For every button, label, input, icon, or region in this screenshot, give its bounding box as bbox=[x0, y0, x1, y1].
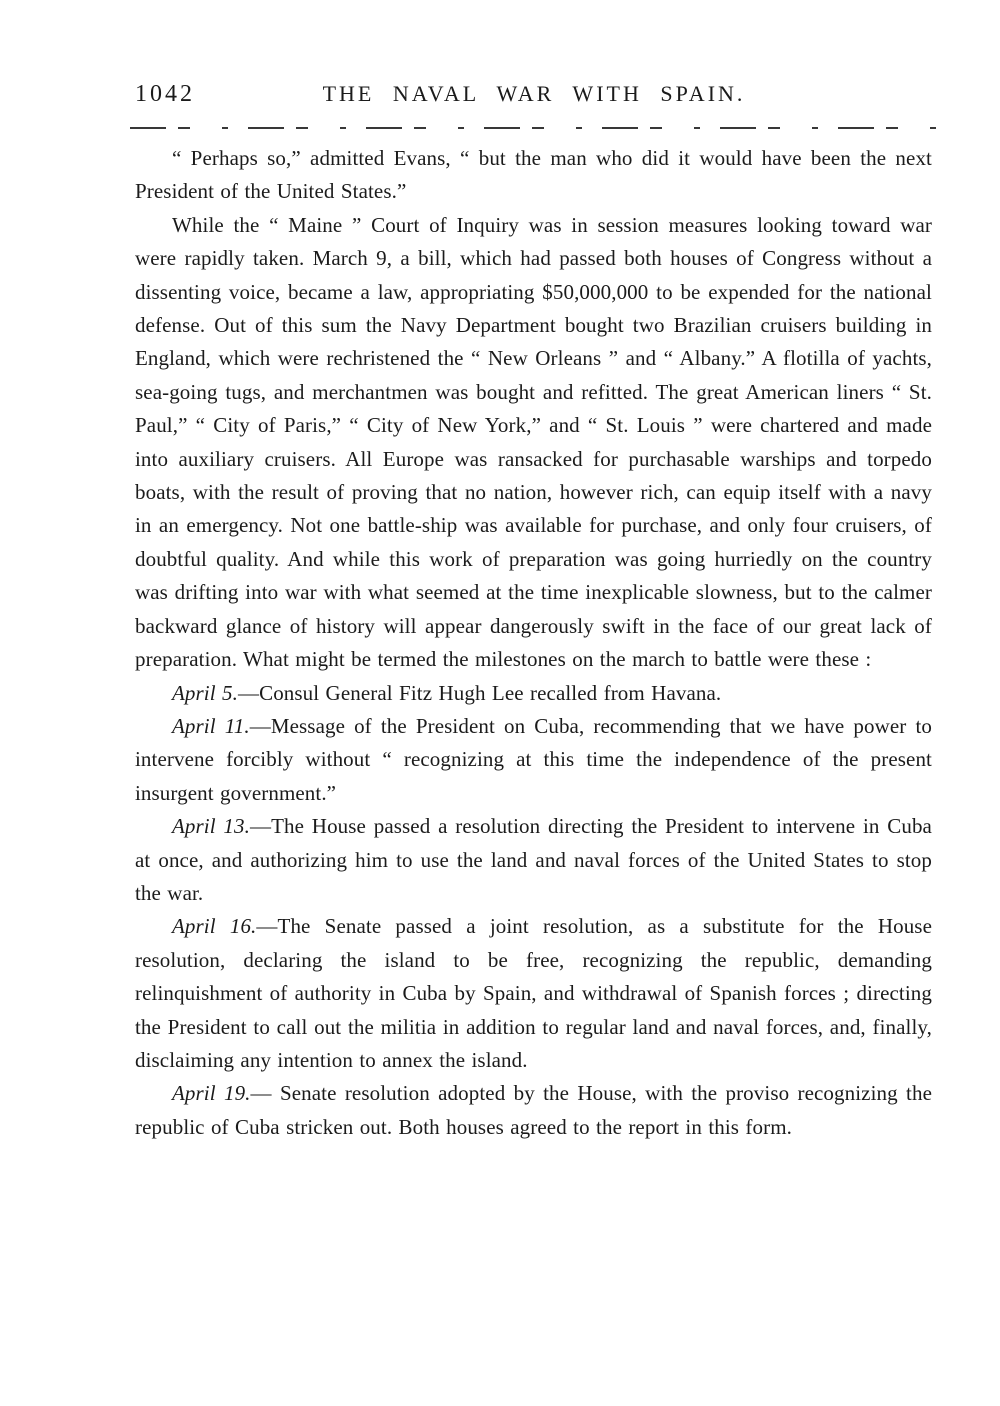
paragraph-milestone bbox=[135, 810, 932, 910]
paragraph-text: “ Perhaps so,” admitted Evans, “ but the man who did it would have been the next President of the United States.” bbox=[135, 146, 932, 204]
page-body bbox=[135, 142, 932, 1144]
paragraph bbox=[135, 209, 932, 677]
date-lead: April 13. bbox=[172, 814, 250, 839]
paragraph-milestone bbox=[135, 710, 932, 810]
paragraph bbox=[135, 142, 932, 209]
paragraph-text: —The Senate passed a joint resolution, as a substitute for the House resolution, declaring the island to be free, recognizing the republic, demanding relinquishment of authority in Cuba by Spain, and withdrawal of Spanish forces ; directing the President to call out the militia in addition to regular land and naval forces, and, finally, disclaiming any intention to annex the island. bbox=[135, 914, 933, 1072]
page-header bbox=[135, 78, 933, 112]
paragraph-text: —Message of the President on Cuba, recommending that we have power to intervene forcibly without “ recognizing at this time the independence of the present insurgent government.” bbox=[135, 713, 932, 805]
page-number: 1042 bbox=[135, 81, 195, 107]
date-lead: April 5. bbox=[172, 680, 238, 705]
paragraph-text: — Senate resolution adopted by the House, with the proviso recognizing the republic of Cuba stricken out. Both houses agreed to the report in this form. bbox=[135, 1081, 932, 1139]
date-lead: April 19. bbox=[172, 1081, 251, 1106]
running-head: THE NAVAL WAR WITH SPAIN. bbox=[322, 81, 746, 106]
paragraph-milestone bbox=[135, 677, 932, 710]
paragraph-text: —The House passed a resolution directing the President to intervene in Cuba at once, and authorizing him to use the land and naval forces of the United States to stop the war. bbox=[135, 814, 932, 905]
paragraph-milestone bbox=[135, 910, 932, 1077]
paragraph-text: —Consul General Fitz Hugh Lee recalled from Havana. bbox=[237, 680, 722, 705]
paragraph-text: While the “ Maine ” Court of Inquiry was in session measures looking toward war were rapidly taken. March 9, a bill, which had passed both houses of Congress without a dissenting voice, became a law, appropriating $50,000,000 to be expended for the national defense. Out of this sum the Navy Department bought two Brazilian cruisers building in England, which were rechristened the “ New Orleans ” and “ Albany.” A flotilla of yachts, sea-going tugs, and merchantmen was bought and refitted. The great American liners “ St. Paul,” “ City of Paris,” “ City of New York,” and “ St. Louis ” were chartered and made into auxiliary cruisers. All Europe was ransacked for purchasable warships and torpedo boats, with the result of proving that no nation, however rich, can equip itself with a navy in an emergency. Not one battle-ship was available for purchase, and only four cruisers, of doubtful quality. And while this work of preparation was going hurriedly on the country was drifting into war with what seemed at the time inexplicable slowness, but to the calmer backward glance of history will appear dangerously swift in the face of our great lack of preparation. What might be termed the milestones on the march to battle were these : bbox=[135, 212, 932, 672]
header-rule bbox=[130, 127, 937, 129]
paragraph-milestone bbox=[135, 1077, 932, 1144]
date-lead: April 11. bbox=[172, 713, 250, 738]
date-lead: April 16. bbox=[172, 914, 257, 939]
